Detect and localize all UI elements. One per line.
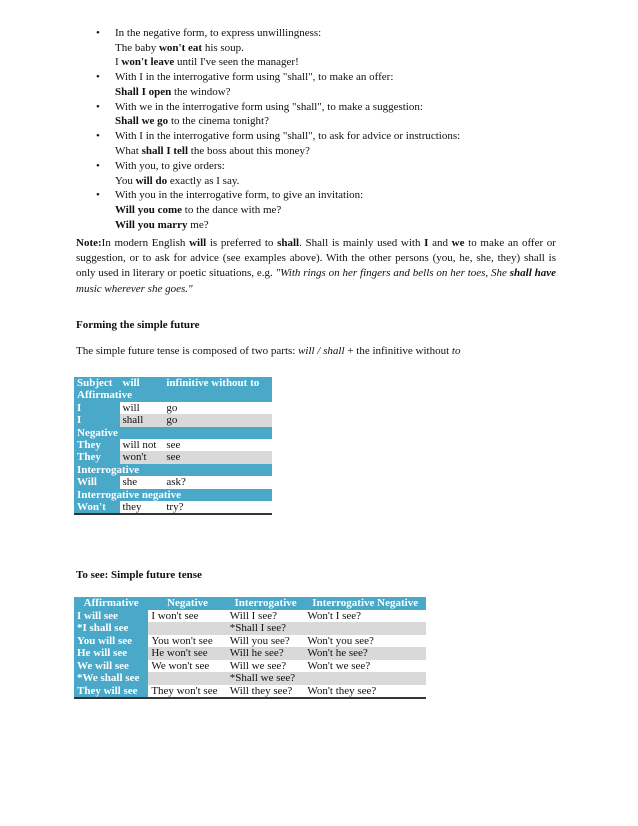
table-row bbox=[74, 685, 426, 699]
bullet-icon: • bbox=[96, 71, 100, 84]
table-cell: You will see bbox=[74, 635, 148, 648]
table-cell: He won't see bbox=[148, 647, 226, 660]
text-run: to make an offer or suggestion, or to ask for advice (see examples above). With the other persons (you, he, she, they) shall is only used in literary or poetic situations, e.g. bbox=[76, 237, 556, 280]
usage-example bbox=[115, 85, 566, 100]
usage-example bbox=[115, 144, 566, 159]
usage-item bbox=[96, 188, 566, 232]
table-cell: We won't see bbox=[148, 660, 226, 673]
table-cell: You won't see bbox=[148, 635, 226, 648]
to-see-heading: To see: Simple future tense bbox=[76, 569, 202, 581]
table-cell: won't bbox=[120, 451, 164, 463]
table-cell: *We shall see bbox=[74, 672, 148, 685]
text-run: will do bbox=[135, 174, 168, 187]
usage-description: With you, to give orders: bbox=[115, 159, 225, 172]
table-cell: Will he see? bbox=[227, 647, 305, 660]
text-run: I bbox=[424, 237, 429, 249]
text-run: shall I tell bbox=[141, 144, 189, 157]
table-cell: I bbox=[74, 414, 120, 426]
usage-description: With we in the interrogative form using "shall", to make a suggestion: bbox=[115, 100, 423, 113]
table-row bbox=[74, 647, 426, 660]
table-row bbox=[74, 451, 272, 463]
table-cell: I won't see bbox=[148, 610, 226, 623]
table-cell: They will see bbox=[74, 685, 148, 699]
table-cell: They bbox=[74, 439, 120, 451]
text-run: his soup. bbox=[202, 41, 244, 54]
text-run: shall have bbox=[509, 267, 556, 280]
text-run: Shall I open bbox=[115, 85, 172, 98]
text-run: Shall we go bbox=[115, 115, 169, 128]
table-cell: try? bbox=[163, 501, 272, 514]
bullet-icon: • bbox=[96, 189, 100, 202]
usage-example bbox=[115, 203, 566, 218]
text-run: shall bbox=[277, 237, 300, 249]
text-run: The simple future tense is composed of two parts: bbox=[76, 345, 299, 357]
text-run: "With rings on her fingers and bells on her toes, She bbox=[275, 267, 510, 280]
table-cell: ask? bbox=[163, 476, 272, 488]
text-run: music wherever she goes." bbox=[76, 282, 193, 295]
text-run: me? bbox=[187, 218, 209, 231]
usage-item bbox=[96, 70, 566, 99]
table-cell: I bbox=[74, 402, 120, 414]
bullet-icon: • bbox=[96, 27, 100, 39]
text-run: we bbox=[451, 237, 465, 249]
usage-description: With you in the interrogative form, to give an invitation: bbox=[115, 189, 364, 202]
table-cell bbox=[148, 622, 226, 635]
table-cell: go bbox=[163, 414, 272, 426]
table-row bbox=[74, 622, 426, 635]
table-cell: Won't you see? bbox=[304, 635, 426, 648]
table-cell: *Shall we see? bbox=[227, 672, 305, 685]
table-cell: Won't bbox=[74, 501, 120, 514]
table-cell: go bbox=[163, 402, 272, 414]
text-run: I bbox=[115, 56, 122, 69]
table-cell: They bbox=[74, 451, 120, 463]
column-header: Negative bbox=[148, 597, 226, 610]
table-cell: Will they see? bbox=[227, 685, 305, 699]
text-run: to the dance with me? bbox=[182, 204, 282, 217]
group-label: Interrogative bbox=[74, 464, 272, 476]
table-cell: Will you see? bbox=[227, 635, 305, 648]
table-row bbox=[74, 672, 426, 685]
text-run: and bbox=[428, 237, 452, 249]
group-label: Negative bbox=[74, 427, 272, 439]
column-header: Interrogative Negative bbox=[304, 597, 426, 610]
table-cell: Will bbox=[74, 476, 120, 488]
table-cell: Won't he see? bbox=[304, 647, 426, 660]
column-header: infinitive without to bbox=[163, 377, 272, 390]
table-cell bbox=[304, 622, 426, 635]
table-cell bbox=[304, 672, 426, 685]
usage-example bbox=[115, 174, 566, 189]
table-row bbox=[74, 635, 426, 648]
forming-heading: Forming the simple future bbox=[76, 319, 200, 331]
text-run: to the cinema tonight? bbox=[168, 115, 269, 128]
text-run: Will you come bbox=[115, 204, 183, 217]
bullet-icon: • bbox=[96, 100, 100, 113]
usage-example bbox=[115, 55, 566, 70]
text-run: Note: bbox=[76, 237, 102, 249]
forming-text bbox=[76, 345, 460, 357]
text-run: won't eat bbox=[158, 41, 203, 54]
column-header: will bbox=[120, 377, 164, 390]
usage-item bbox=[96, 100, 566, 129]
table-row bbox=[74, 414, 272, 426]
group-label: Interrogative negative bbox=[74, 489, 272, 501]
text-run: . Shall is mainly used with bbox=[299, 237, 425, 249]
to-see-conjugation-table bbox=[74, 597, 426, 699]
text-run: will bbox=[189, 237, 207, 249]
usage-example bbox=[115, 41, 566, 56]
usage-list bbox=[96, 26, 566, 233]
table-row bbox=[74, 610, 426, 623]
table-cell: Will we see? bbox=[227, 660, 305, 673]
table-cell: see bbox=[163, 439, 272, 451]
table-cell: They won't see bbox=[148, 685, 226, 699]
table-cell: Won't they see? bbox=[304, 685, 426, 699]
usage-item bbox=[96, 159, 566, 188]
group-label: Affirmative bbox=[74, 389, 272, 401]
column-header: Subject bbox=[74, 377, 120, 390]
table-cell: I will see bbox=[74, 610, 148, 623]
text-run: You bbox=[115, 174, 136, 187]
usage-example bbox=[115, 218, 566, 233]
bullet-icon: • bbox=[96, 159, 100, 172]
usage-item bbox=[96, 26, 566, 70]
table-cell: she bbox=[120, 476, 164, 488]
simple-future-structure-table bbox=[74, 376, 272, 515]
text-run: will / shall bbox=[298, 345, 345, 357]
text-run: Will you marry bbox=[115, 218, 188, 231]
column-header: Affirmative bbox=[74, 597, 148, 610]
text-run: the window? bbox=[171, 85, 231, 98]
text-run: to bbox=[451, 345, 461, 357]
usage-example bbox=[115, 114, 566, 129]
text-run: is preferred to bbox=[206, 237, 278, 249]
note-paragraph bbox=[76, 236, 556, 297]
usage-description: In the negative form, to express unwillingness: bbox=[115, 27, 322, 39]
table-row bbox=[74, 660, 426, 673]
usage-description: With I in the interrogative form using "shall", to ask for advice or instructions: bbox=[115, 130, 461, 143]
table-cell: We will see bbox=[74, 660, 148, 673]
text-run: until I've seen the manager! bbox=[174, 56, 299, 69]
table-row bbox=[74, 476, 272, 488]
table-cell: Will I see? bbox=[227, 610, 305, 623]
table-cell: shall bbox=[120, 414, 164, 426]
usage-description: With I in the interrogative form using "shall", to make an offer: bbox=[115, 71, 394, 84]
bullet-icon: • bbox=[96, 130, 100, 143]
table-cell: Won't we see? bbox=[304, 660, 426, 673]
table-cell: *I shall see bbox=[74, 622, 148, 635]
text-run: + the infinitive without bbox=[344, 345, 452, 357]
text-run: In modern English bbox=[101, 237, 190, 249]
table-cell: will not bbox=[120, 439, 164, 451]
text-run: won't leave bbox=[121, 56, 175, 69]
table-row bbox=[74, 439, 272, 451]
table-cell: will bbox=[120, 402, 164, 414]
table-cell: He will see bbox=[74, 647, 148, 660]
text-run: exactly as I say. bbox=[167, 174, 240, 187]
table-cell: Won't I see? bbox=[304, 610, 426, 623]
table-cell: they bbox=[120, 501, 164, 514]
text-run: What bbox=[115, 144, 142, 157]
table-cell: *Shall I see? bbox=[227, 622, 305, 635]
text-run: the boss about this money? bbox=[188, 144, 310, 157]
column-header: Interrogative bbox=[227, 597, 305, 610]
usage-item bbox=[96, 129, 566, 158]
table-cell: see bbox=[163, 451, 272, 463]
text-run: The baby bbox=[115, 41, 159, 54]
table-row bbox=[74, 501, 272, 514]
table-cell bbox=[148, 672, 226, 685]
table-row bbox=[74, 402, 272, 414]
